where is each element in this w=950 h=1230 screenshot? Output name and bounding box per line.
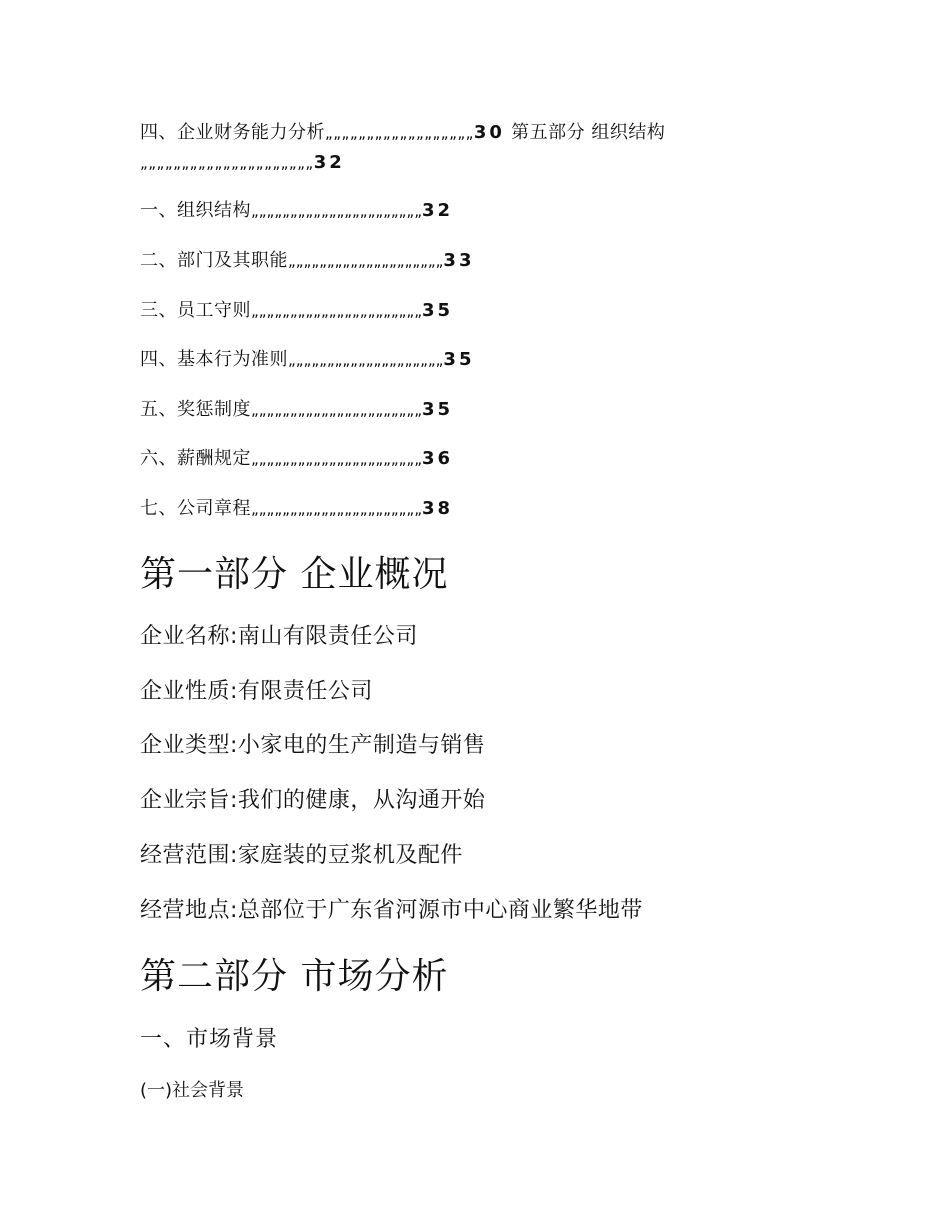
section-title-market: 第二部分 市场分析 [140,956,449,997]
toc-leader-dots: „„„„„„„„„„„„„„„„„„„„„„ [251,401,422,419]
toc-entry [140,398,453,422]
toc-leader-dots: „„„„„„„„„„„„„„„„„„„„„„ [251,450,422,468]
toc-leader-dots: „„„„„„„„„„„„„„„„„„„„„„ [251,302,422,320]
toc-entry [140,299,453,323]
subsection-title-market-background: 一、市场背景 [140,1027,279,1052]
toc-entry-label: 第五部分 组织结构 [504,122,666,143]
toc-leader-dots: „„„„„„„„„„„„„„„„„„„„ [288,252,444,270]
toc-entry-label: 一、组织结构 [140,200,251,221]
toc-page-number: 35 [421,300,454,321]
toc-leader-dots: „„„„„„„„„„„„„„„„„„„„„„ [251,500,422,518]
section-title-overview: 第一部分 企业概况 [140,554,449,595]
subsection-title-social-background: (一)社会背景 [140,1080,245,1101]
toc-leader-dots: „„„„„„„„„„„„„„„„„„„„ [288,351,444,369]
toc-page-number: 30 [473,122,505,143]
toc-entry-financial-analysis [140,118,820,178]
toc-page-number: 36 [421,448,454,469]
company-purpose-line: 企业宗旨:我们的健康，从沟通开始 [140,788,486,813]
company-type-line: 企业类型:小家电的生产制造与销售 [140,733,486,758]
toc-entry [140,447,453,471]
toc-entry [140,497,453,521]
toc-leader-dots: „„„„„„„„„„„„„„„„„„ [325,124,474,142]
toc-leader-dots: „„„„„„„„„„„„„„„„„„„„„ [140,154,314,172]
toc-entry-label: 三、员工守则 [140,300,251,321]
toc-entry [140,249,474,273]
toc-entry-label: 二、部门及其职能 [140,250,288,271]
company-nature-line: 企业性质:有限责任公司 [140,679,373,704]
business-scope-line: 经营范围:家庭装的豆浆机及配件 [140,843,463,868]
toc-page-number: 33 [443,250,475,271]
toc-leader-dots: „„„„„„„„„„„„„„„„„„„„„„ [251,202,422,220]
toc-entry [140,348,474,372]
toc-page-number: 35 [443,349,475,370]
company-name-line: 企业名称:南山有限责任公司 [140,624,418,649]
toc-page-number: 38 [421,498,454,519]
toc-entry [140,199,453,223]
toc-entry-label: 六、薪酬规定 [140,448,251,469]
toc-entry-label: 四、企业财务能力分析 [140,122,325,143]
toc-entry-label: 七、公司章程 [140,498,251,519]
toc-entry-label: 五、奖惩制度 [140,399,251,420]
business-location-line: 经营地点:总部位于广东省河源市中心商业繁华地带 [140,898,643,923]
toc-page-number: 32 [313,152,345,173]
toc-page-number: 32 [421,200,454,221]
toc-entry-label: 四、基本行为准则 [140,349,288,370]
toc-page-number: 35 [421,399,454,420]
